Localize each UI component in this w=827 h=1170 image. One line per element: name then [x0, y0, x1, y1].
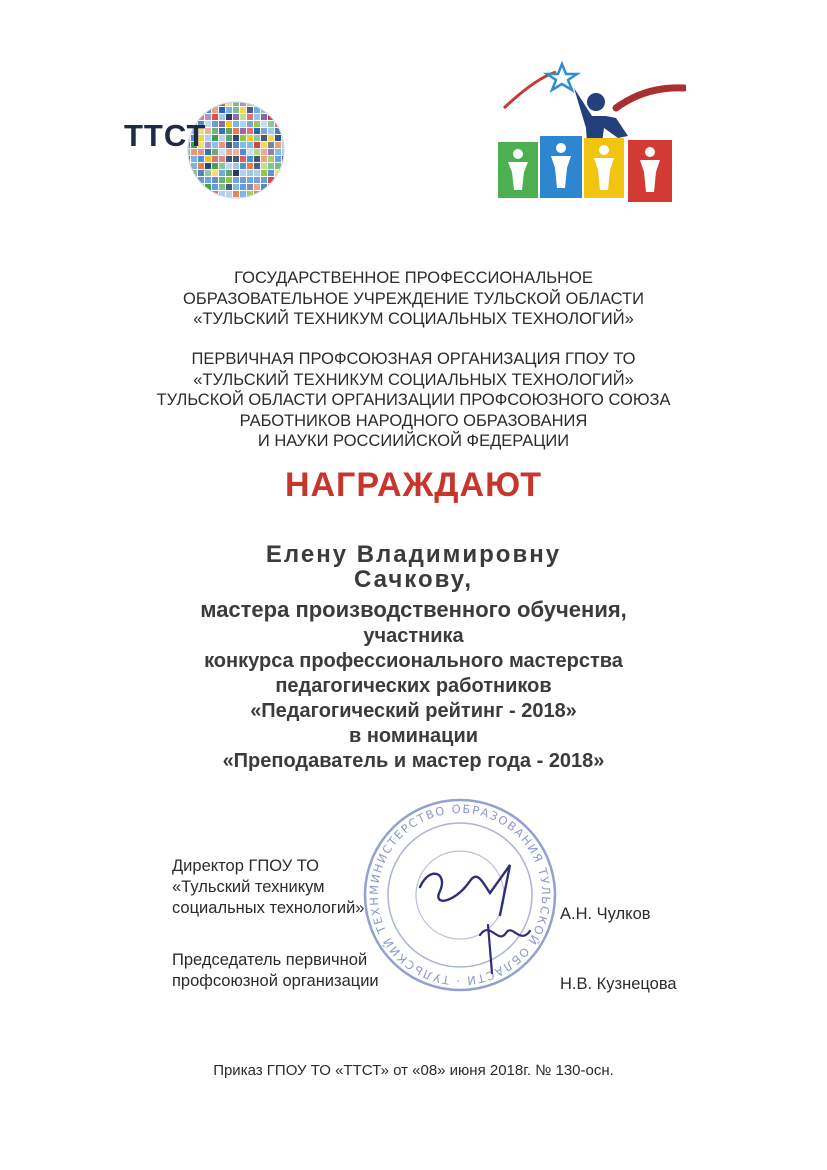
recipient-line: в номинации [348, 725, 479, 747]
union-line: ТУЛЬСКОЙ ОБЛАСТИ ОРГАНИЗАЦИИ ПРОФСОЮЗНОГО СОЮЗА [156, 391, 671, 409]
director-title-line: социальных технологий» [172, 899, 365, 917]
award-title: НАГРАЖДАЮТ [284, 466, 543, 504]
ttst-logo [118, 100, 293, 200]
kids-star-logo-icon [496, 58, 686, 208]
chair-title-line: профсоюзной организации [172, 972, 379, 990]
recipient-name-last: Сачкову, [353, 566, 474, 593]
union-line: «ТУЛЬСКИЙ ТЕХНИКУМ СОЦИАЛЬНЫХ ТЕХНОЛОГИЙ» [193, 370, 634, 389]
round-seal-stamp-icon [360, 795, 560, 995]
union-line: ПЕРВИЧНАЯ ПРОФСОЮЗНАЯ ОРГАНИЗАЦИЯ ГПОУ ТО [191, 350, 636, 368]
seal-stamp [360, 795, 560, 995]
chair-title-line: Председатель первичной [172, 951, 368, 969]
organization-line: «ТУЛЬСКИЙ ТЕХНИКУМ СОЦИАЛЬНЫХ ТЕХНОЛОГИЙ» [193, 310, 634, 328]
recipient-line: «Преподаватель и мастер года - 2018» [222, 750, 605, 772]
organization-line: ГОСУДАРСТВЕННОЕ ПРОФЕССИОНАЛЬНОЕ [234, 269, 593, 287]
recipient-line: участника [363, 625, 464, 647]
director-title-line: «Тульский техникум [172, 878, 325, 896]
recipient-line: конкурса профессионального мастерства [204, 650, 623, 672]
recipient-line: педагогических работников [275, 675, 552, 697]
organization-line: ОБРАЗОВАТЕЛЬНОЕ УЧРЕЖДЕНИЕ ТУЛЬСКОЙ ОБЛАСТИ [183, 289, 644, 308]
union-line: И НАУКИ РОССИИЙСКОЙ ФЕДЕРАЦИИ [257, 432, 570, 450]
chair-name: Н.В. Кузнецова [560, 975, 677, 993]
ttst-logo-text: ТТСТ [124, 118, 207, 153]
chair-title [172, 950, 379, 992]
stamp-text: МИНИСТЕРСТВО ОБРАЗОВАНИЯ ТУЛЬСКОЙ ОБЛАСТИ · ТУЛЬСКИЙ ТЕХН [366, 801, 554, 989]
director-name: А.Н. Чулков [560, 905, 651, 923]
kids-logo [496, 58, 686, 208]
recipient-role: мастера производственного обучения, [200, 597, 627, 622]
recipient-line: «Педагогический рейтинг - 2018» [250, 700, 577, 722]
order-reference: Приказ ГПОУ ТО «ТТСТ» от «08» июня 2018г. № 130-осн. [213, 1062, 614, 1079]
director-title-line: Директор ГПОУ ТО [172, 857, 319, 875]
union-header [100, 349, 727, 452]
recipient-description [100, 596, 727, 774]
organization-header [100, 268, 727, 330]
union-line: РАБОТНИКОВ НАРОДНОГО ОБРАЗОВАНИЯ [239, 411, 588, 430]
recipient-name-first: Елену Владимировну [265, 541, 562, 568]
director-title [172, 856, 364, 919]
